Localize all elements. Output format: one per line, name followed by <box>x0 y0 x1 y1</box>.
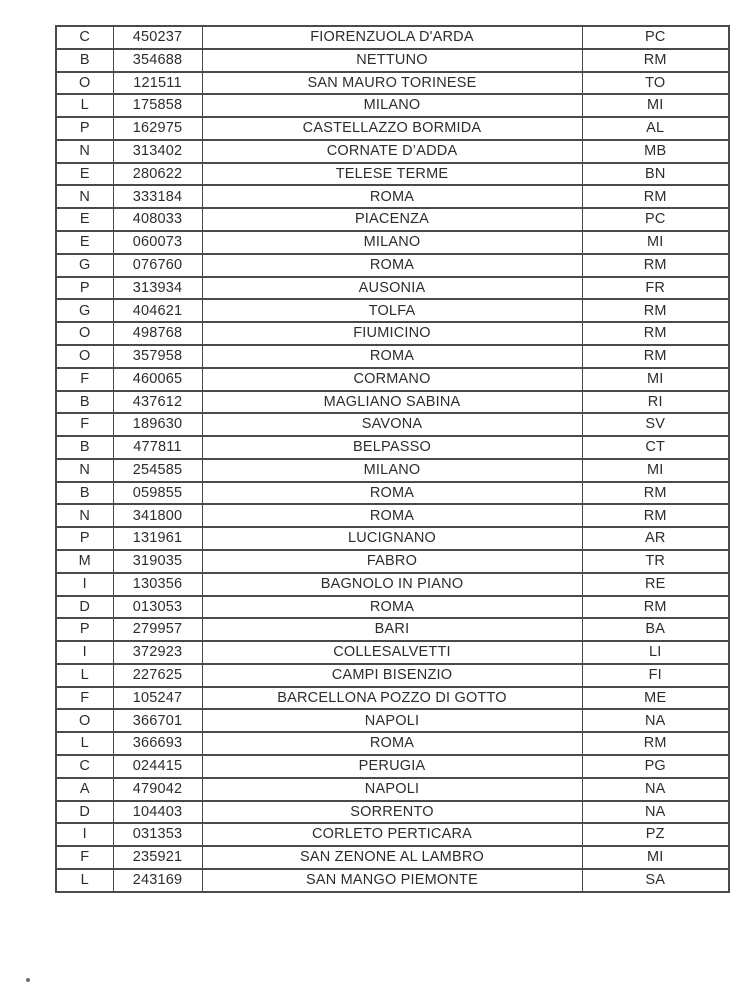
table-row <box>56 140 729 163</box>
cell-code: 024415 <box>113 755 202 778</box>
cell-letter: F <box>56 413 113 436</box>
cell-province: AR <box>582 527 729 550</box>
cell-letter: L <box>56 869 113 892</box>
cell-letter: N <box>56 185 113 208</box>
cell-province: BN <box>582 163 729 186</box>
cell-province: RM <box>582 49 729 72</box>
cell-code: 341800 <box>113 504 202 527</box>
cell-municipality: TOLFA <box>202 299 582 322</box>
cell-municipality: SAN ZENONE AL LAMBRO <box>202 846 582 869</box>
cell-province: TO <box>582 72 729 95</box>
cell-province: PC <box>582 208 729 231</box>
cell-letter: N <box>56 140 113 163</box>
cell-province: MI <box>582 231 729 254</box>
table-row <box>56 504 729 527</box>
cell-code: 357958 <box>113 345 202 368</box>
cell-letter: O <box>56 72 113 95</box>
cell-code: 162975 <box>113 117 202 140</box>
table-row <box>56 72 729 95</box>
cell-province: LI <box>582 641 729 664</box>
table-row <box>56 664 729 687</box>
cell-province: NA <box>582 709 729 732</box>
cell-letter: L <box>56 732 113 755</box>
cell-municipality: BARI <box>202 618 582 641</box>
cell-province: CT <box>582 436 729 459</box>
cell-municipality: NETTUNO <box>202 49 582 72</box>
cell-code: 354688 <box>113 49 202 72</box>
cell-province: RE <box>582 573 729 596</box>
cell-municipality: BELPASSO <box>202 436 582 459</box>
cell-letter: N <box>56 504 113 527</box>
cell-municipality: CASTELLAZZO BORMIDA <box>202 117 582 140</box>
cell-code: 105247 <box>113 687 202 710</box>
table-row <box>56 687 729 710</box>
cell-code: 319035 <box>113 550 202 573</box>
cell-letter: O <box>56 322 113 345</box>
table-row <box>56 117 729 140</box>
table-row <box>56 846 729 869</box>
cell-municipality: BARCELLONA POZZO DI GOTTO <box>202 687 582 710</box>
cell-letter: L <box>56 94 113 117</box>
cell-province: MI <box>582 459 729 482</box>
table-body <box>56 26 729 892</box>
cell-code: 477811 <box>113 436 202 459</box>
cell-municipality: SORRENTO <box>202 801 582 824</box>
cell-code: 313934 <box>113 277 202 300</box>
cell-province: RM <box>582 254 729 277</box>
table-row <box>56 26 729 49</box>
cell-province: PC <box>582 26 729 49</box>
table-row <box>56 49 729 72</box>
cell-municipality: MAGLIANO SABINA <box>202 391 582 414</box>
cell-code: 372923 <box>113 641 202 664</box>
cell-municipality: BAGNOLO IN PIANO <box>202 573 582 596</box>
cell-code: 254585 <box>113 459 202 482</box>
table-row <box>56 641 729 664</box>
cell-code: 333184 <box>113 185 202 208</box>
cell-letter: E <box>56 231 113 254</box>
table-row <box>56 550 729 573</box>
municipality-table <box>55 25 730 893</box>
cell-letter: P <box>56 527 113 550</box>
cell-province: RM <box>582 504 729 527</box>
table-row <box>56 709 729 732</box>
cell-letter: P <box>56 277 113 300</box>
table-row <box>56 391 729 414</box>
cell-code: 408033 <box>113 208 202 231</box>
cell-letter: O <box>56 709 113 732</box>
cell-province: RM <box>582 299 729 322</box>
cell-municipality: LUCIGNANO <box>202 527 582 550</box>
cell-municipality: NAPOLI <box>202 778 582 801</box>
cell-letter: E <box>56 208 113 231</box>
cell-municipality: ROMA <box>202 254 582 277</box>
cell-municipality: ROMA <box>202 482 582 505</box>
table-row <box>56 254 729 277</box>
cell-code: 130356 <box>113 573 202 596</box>
table-row <box>56 322 729 345</box>
cell-province: BA <box>582 618 729 641</box>
cell-province: ME <box>582 687 729 710</box>
cell-letter: P <box>56 618 113 641</box>
cell-code: 498768 <box>113 322 202 345</box>
cell-municipality: ROMA <box>202 732 582 755</box>
cell-municipality: AUSONIA <box>202 277 582 300</box>
table-row <box>56 778 729 801</box>
cell-province: TR <box>582 550 729 573</box>
cell-municipality: MILANO <box>202 94 582 117</box>
cell-province: NA <box>582 801 729 824</box>
cell-letter: O <box>56 345 113 368</box>
cell-code: 131961 <box>113 527 202 550</box>
cell-letter: F <box>56 368 113 391</box>
cell-code: 059855 <box>113 482 202 505</box>
cell-municipality: CORNATE D’ADDA <box>202 140 582 163</box>
cell-province: RM <box>582 482 729 505</box>
cell-province: PG <box>582 755 729 778</box>
cell-letter: F <box>56 846 113 869</box>
cell-code: 450237 <box>113 26 202 49</box>
cell-municipality: MILANO <box>202 231 582 254</box>
cell-province: MB <box>582 140 729 163</box>
cell-municipality: SAN MAURO TORINESE <box>202 72 582 95</box>
cell-letter: F <box>56 687 113 710</box>
cell-municipality: SAN MANGO PIEMONTE <box>202 869 582 892</box>
cell-letter: P <box>56 117 113 140</box>
cell-municipality: COLLESALVETTI <box>202 641 582 664</box>
cell-letter: B <box>56 391 113 414</box>
cell-province: MI <box>582 846 729 869</box>
table-row <box>56 413 729 436</box>
cell-code: 104403 <box>113 801 202 824</box>
cell-province: MI <box>582 368 729 391</box>
cell-province: FR <box>582 277 729 300</box>
cell-province: RM <box>582 185 729 208</box>
table-row <box>56 732 729 755</box>
cell-province: FI <box>582 664 729 687</box>
cell-letter: G <box>56 299 113 322</box>
cell-municipality: FIORENZUOLA D'ARDA <box>202 26 582 49</box>
table-row <box>56 801 729 824</box>
cell-code: 460065 <box>113 368 202 391</box>
cell-letter: B <box>56 49 113 72</box>
table-row <box>56 345 729 368</box>
cell-municipality: PERUGIA <box>202 755 582 778</box>
cell-letter: B <box>56 436 113 459</box>
cell-code: 235921 <box>113 846 202 869</box>
cell-municipality: SAVONA <box>202 413 582 436</box>
cell-letter: M <box>56 550 113 573</box>
cell-code: 366701 <box>113 709 202 732</box>
cell-municipality: NAPOLI <box>202 709 582 732</box>
cell-municipality: TELESE TERME <box>202 163 582 186</box>
cell-municipality: MILANO <box>202 459 582 482</box>
cell-municipality: CORMANO <box>202 368 582 391</box>
cell-municipality: FABRO <box>202 550 582 573</box>
cell-letter: B <box>56 482 113 505</box>
cell-letter: D <box>56 801 113 824</box>
cell-letter: L <box>56 664 113 687</box>
cell-code: 227625 <box>113 664 202 687</box>
table-row <box>56 596 729 619</box>
cell-letter: N <box>56 459 113 482</box>
table-row <box>56 94 729 117</box>
cell-code: 060073 <box>113 231 202 254</box>
cell-province: RI <box>582 391 729 414</box>
cell-letter: C <box>56 755 113 778</box>
cell-code: 243169 <box>113 869 202 892</box>
cell-letter: E <box>56 163 113 186</box>
table-row <box>56 277 729 300</box>
table-row <box>56 299 729 322</box>
cell-municipality: ROMA <box>202 185 582 208</box>
scan-artifact-dot <box>26 978 30 982</box>
cell-municipality: ROMA <box>202 345 582 368</box>
cell-province: MI <box>582 94 729 117</box>
cell-municipality: FIUMICINO <box>202 322 582 345</box>
cell-code: 404621 <box>113 299 202 322</box>
table-row <box>56 185 729 208</box>
table-row <box>56 482 729 505</box>
cell-letter: I <box>56 573 113 596</box>
cell-municipality: CAMPI BISENZIO <box>202 664 582 687</box>
table-row <box>56 755 729 778</box>
cell-province: SA <box>582 869 729 892</box>
cell-letter: G <box>56 254 113 277</box>
table-row <box>56 459 729 482</box>
cell-province: NA <box>582 778 729 801</box>
table-row <box>56 208 729 231</box>
table-row <box>56 618 729 641</box>
cell-code: 366693 <box>113 732 202 755</box>
table-row <box>56 823 729 846</box>
cell-letter: D <box>56 596 113 619</box>
cell-province: RM <box>582 596 729 619</box>
table-row <box>56 869 729 892</box>
cell-municipality: ROMA <box>202 504 582 527</box>
cell-letter: A <box>56 778 113 801</box>
cell-code: 121511 <box>113 72 202 95</box>
cell-letter: C <box>56 26 113 49</box>
cell-province: SV <box>582 413 729 436</box>
cell-province: AL <box>582 117 729 140</box>
table-row <box>56 231 729 254</box>
cell-code: 479042 <box>113 778 202 801</box>
cell-letter: I <box>56 641 113 664</box>
cell-code: 189630 <box>113 413 202 436</box>
cell-municipality: PIACENZA <box>202 208 582 231</box>
cell-province: RM <box>582 322 729 345</box>
cell-municipality: ROMA <box>202 596 582 619</box>
cell-municipality: CORLETO PERTICARA <box>202 823 582 846</box>
cell-code: 280622 <box>113 163 202 186</box>
cell-code: 313402 <box>113 140 202 163</box>
table-row <box>56 573 729 596</box>
cell-province: RM <box>582 345 729 368</box>
table-row <box>56 163 729 186</box>
cell-letter: I <box>56 823 113 846</box>
cell-province: PZ <box>582 823 729 846</box>
cell-code: 175858 <box>113 94 202 117</box>
cell-province: RM <box>582 732 729 755</box>
cell-code: 031353 <box>113 823 202 846</box>
cell-code: 279957 <box>113 618 202 641</box>
table-row <box>56 368 729 391</box>
cell-code: 437612 <box>113 391 202 414</box>
table-row <box>56 527 729 550</box>
table-row <box>56 436 729 459</box>
cell-code: 013053 <box>113 596 202 619</box>
cell-code: 076760 <box>113 254 202 277</box>
